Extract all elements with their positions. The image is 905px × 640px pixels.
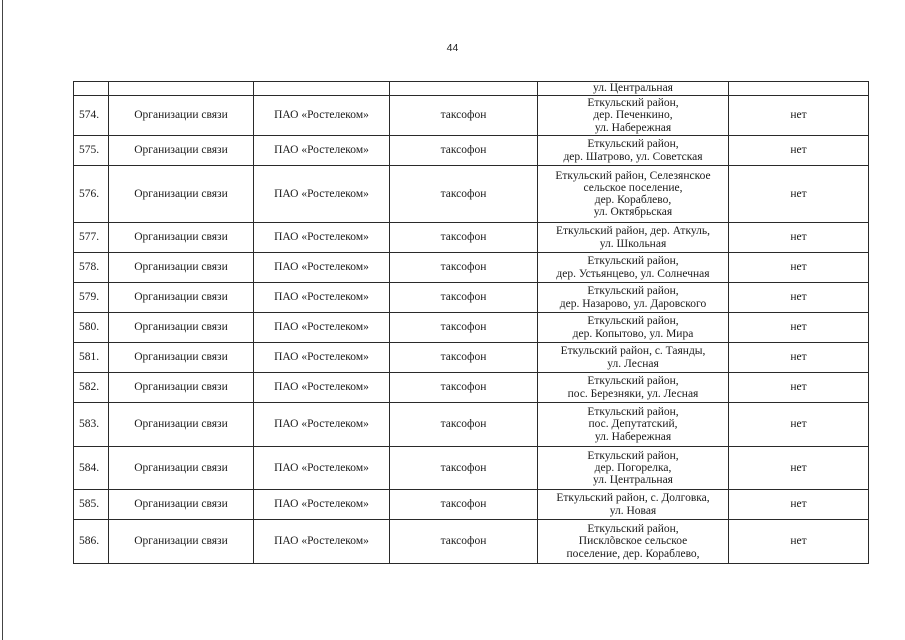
address-line: Еткульский район,	[587, 406, 679, 419]
address-line: сельское поселение,	[583, 181, 683, 194]
operator-cell: ПАО «Ростелеком»	[254, 136, 390, 166]
registry-table-body	[74, 82, 869, 564]
row-number-cell: 575.	[74, 136, 109, 166]
address-cell	[538, 490, 729, 520]
address-line: Еткульский район, дер. Аткуль,	[556, 225, 710, 238]
table-row	[74, 166, 869, 223]
address-cell	[538, 82, 729, 96]
value-cell	[729, 82, 869, 96]
category-cell: Организации связи	[109, 373, 254, 403]
category-cell: Организации связи	[109, 166, 254, 223]
category-cell: Организации связи	[109, 403, 254, 447]
table-row	[74, 343, 869, 373]
row-number-cell: 581.	[74, 343, 109, 373]
category-cell: Организации связи	[109, 447, 254, 490]
row-number-cell	[74, 82, 109, 96]
type-cell: таксофон	[390, 136, 538, 166]
address-line: ул. Школьная	[599, 237, 667, 250]
address-line: пос. Депутатский,	[588, 418, 678, 431]
address-cell	[538, 373, 729, 403]
address-cell	[538, 447, 729, 490]
address-line: Еткульский район,	[587, 97, 679, 110]
registry-table	[73, 81, 869, 564]
table-row	[74, 136, 869, 166]
address-line: поселение, дер. Кораблево,	[566, 547, 700, 560]
type-cell: таксофон	[390, 447, 538, 490]
type-cell: таксофон	[390, 343, 538, 373]
type-cell: таксофон	[390, 490, 538, 520]
table-row	[74, 223, 869, 253]
address-cell	[538, 96, 729, 136]
category-cell: Организации связи	[109, 223, 254, 253]
address-line: Еткульский район, Селезянское	[555, 169, 711, 182]
row-number-cell: 579.	[74, 283, 109, 313]
operator-cell: ПАО «Ростелеком»	[254, 490, 390, 520]
operator-cell: ПАО «Ростелеком»	[254, 313, 390, 343]
operator-cell: ПАО «Ростелеком»	[254, 520, 390, 564]
type-cell	[390, 82, 538, 96]
value-cell: нет	[729, 313, 869, 343]
type-cell: таксофон	[390, 166, 538, 223]
address-line: ул. Набережная	[594, 430, 672, 443]
address-cell	[538, 313, 729, 343]
type-cell: таксофон	[390, 223, 538, 253]
address-line: Еткульский район, с. Таянды,	[560, 345, 706, 358]
category-cell: Организации связи	[109, 343, 254, 373]
address-line: Еткульский район,	[587, 255, 679, 268]
value-cell: нет	[729, 96, 869, 136]
category-cell: Организации связи	[109, 313, 254, 343]
value-cell: нет	[729, 223, 869, 253]
address-cell	[538, 343, 729, 373]
value-cell: нет	[729, 373, 869, 403]
type-cell: таксофон	[390, 520, 538, 564]
value-cell: нет	[729, 447, 869, 490]
scan-edge-line	[2, 0, 3, 640]
row-number-cell: 582.	[74, 373, 109, 403]
table-row-continuation	[74, 82, 869, 96]
value-cell: нет	[729, 136, 869, 166]
address-line: дер. Кораблево,	[594, 194, 672, 206]
address-line: ул. Октябрьская	[593, 206, 673, 219]
row-number-cell: 585.	[74, 490, 109, 520]
table-row	[74, 447, 869, 490]
category-cell: Организации связи	[109, 520, 254, 564]
address-line: ул. Новая	[609, 504, 657, 517]
table-row	[74, 490, 869, 520]
address-cell	[538, 223, 729, 253]
type-cell: таксофон	[390, 403, 538, 447]
type-cell: таксофон	[390, 373, 538, 403]
row-number-cell: 584.	[74, 447, 109, 490]
type-cell: таксофон	[390, 96, 538, 136]
page-number: 44	[446, 42, 459, 54]
address-cell	[538, 283, 729, 313]
address-cell	[538, 253, 729, 283]
value-cell: нет	[729, 490, 869, 520]
address-line: пос. Березняки, ул. Лесная	[567, 387, 699, 400]
address-cell	[538, 166, 729, 223]
table-row	[74, 373, 869, 403]
category-cell	[109, 82, 254, 96]
address-line: ул. Центральная	[593, 474, 673, 487]
operator-cell: ПАО «Ростелеком»	[254, 166, 390, 223]
operator-cell: ПАО «Ростелеком»	[254, 223, 390, 253]
operator-cell: ПАО «Ростелеком»	[254, 283, 390, 313]
value-cell: нет	[729, 403, 869, 447]
table-row	[74, 403, 869, 447]
address-line: ул. Лесная	[607, 357, 659, 370]
address-line: Еткульский район,	[587, 315, 679, 328]
category-cell: Организации связи	[109, 490, 254, 520]
operator-cell: ПАО «Ростелеком»	[254, 447, 390, 490]
row-number-cell: 576.	[74, 166, 109, 223]
category-cell: Организации связи	[109, 253, 254, 283]
operator-cell: ПАО «Ростелеком»	[254, 403, 390, 447]
address-line: дер. Копытово, ул. Мира	[572, 327, 694, 340]
row-number-cell: 578.	[74, 253, 109, 283]
category-cell: Организации связи	[109, 136, 254, 166]
address-cell	[538, 136, 729, 166]
type-cell: таксофон	[390, 283, 538, 313]
address-line: Писклõвское сельское	[578, 535, 688, 548]
operator-cell: ПАО «Ростелеком»	[254, 343, 390, 373]
category-cell: Организации связи	[109, 283, 254, 313]
address-line: ул. Центральная	[593, 82, 673, 95]
table-row	[74, 96, 869, 136]
operator-cell: ПАО «Ростелеком»	[254, 253, 390, 283]
operator-cell: ПАО «Ростелеком»	[254, 96, 390, 136]
operator-cell	[254, 82, 390, 96]
row-number-cell: 574.	[74, 96, 109, 136]
type-cell: таксофон	[390, 253, 538, 283]
value-cell: нет	[729, 343, 869, 373]
address-line: дер. Устьянцево, ул. Солнечная	[556, 267, 710, 280]
value-cell: нет	[729, 166, 869, 223]
table-row	[74, 313, 869, 343]
row-number-cell: 586.	[74, 520, 109, 564]
value-cell: нет	[729, 520, 869, 564]
address-line: Еткульский район,	[587, 375, 679, 388]
row-number-cell: 583.	[74, 403, 109, 447]
address-line: дер. Погорелка,	[594, 461, 672, 474]
address-cell	[538, 403, 729, 447]
table-row	[74, 520, 869, 564]
category-cell: Организации связи	[109, 96, 254, 136]
address-line: Еткульский район,	[587, 523, 679, 536]
row-number-cell: 577.	[74, 223, 109, 253]
address-cell	[538, 520, 729, 564]
table-row	[74, 253, 869, 283]
table-row	[74, 283, 869, 313]
address-line: дер. Назарово, ул. Даровского	[559, 297, 707, 310]
value-cell: нет	[729, 253, 869, 283]
address-line: Еткульский район,	[587, 449, 679, 462]
address-line: ул. Набережная	[594, 121, 672, 134]
address-line: Еткульский район, с. Долговка,	[556, 492, 710, 505]
type-cell: таксофон	[390, 313, 538, 343]
address-line: Еткульский район,	[587, 138, 679, 151]
address-line: дер. Печенкино,	[593, 109, 673, 122]
row-number-cell: 580.	[74, 313, 109, 343]
address-line: дер. Шатрово, ул. Советская	[563, 150, 703, 163]
value-cell: нет	[729, 283, 869, 313]
address-line: Еткульский район,	[587, 285, 679, 298]
operator-cell: ПАО «Ростелеком»	[254, 373, 390, 403]
